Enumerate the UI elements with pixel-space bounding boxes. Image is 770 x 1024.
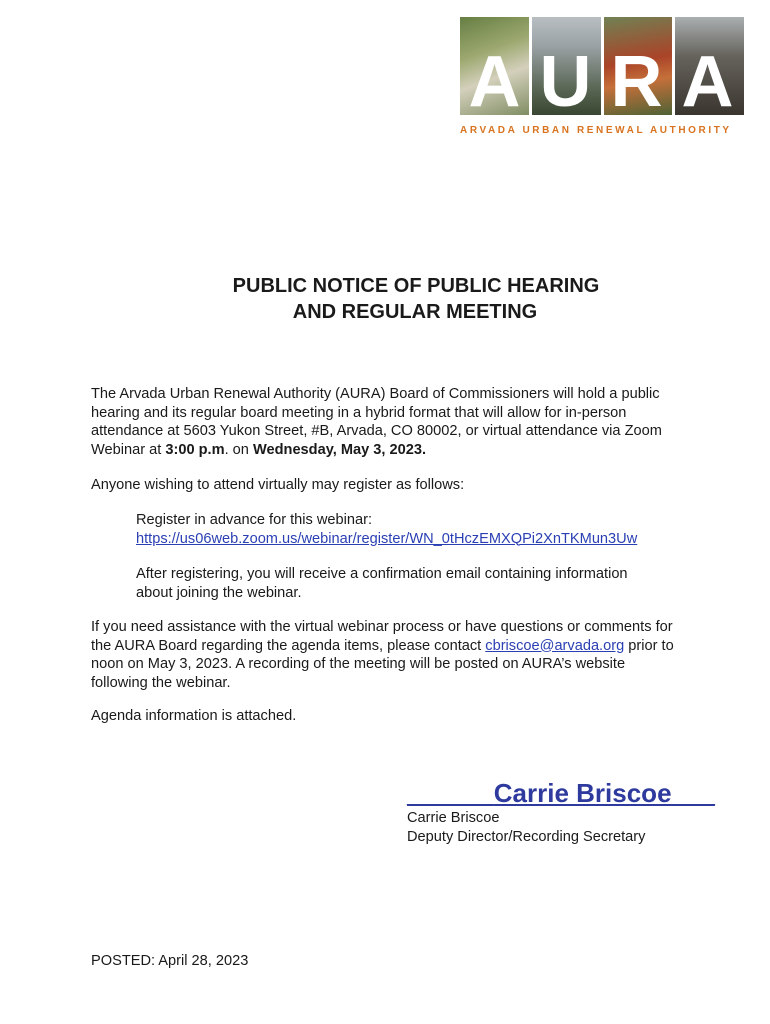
register-lead: Anyone wishing to attend virtually may register as follows:: [91, 477, 465, 493]
intro-text-mid: . on: [224, 441, 253, 458]
meeting-date: Wednesday, May 3, 2023.: [252, 441, 427, 458]
assistance-text-end: prior to noon on May 3, 2023. A recording of the meeting will be posted on AURA’s website following the webinar.: [91, 637, 674, 691]
signature-line: [407, 777, 715, 809]
logo-letter: R: [610, 42, 665, 122]
logo-letter: A: [681, 42, 736, 122]
logo-letter: A: [468, 42, 523, 122]
logo-subtitle: ARVADA URBAN RENEWAL AUTHORITY: [460, 125, 732, 136]
logo-wordmark: [460, 42, 744, 122]
title-line-2: AND REGULAR MEETING: [292, 301, 538, 323]
signature-name: Carrie Briscoe: [493, 778, 672, 808]
assistance-paragraph: [91, 618, 681, 692]
register-advance-label: Register in advance for this webinar:: [136, 512, 373, 528]
signer-role: Deputy Director/Recording Secretary: [407, 828, 646, 845]
signer-name: Carrie Briscoe: [407, 810, 500, 826]
title-line-1: PUBLIC NOTICE OF PUBLIC HEARING: [232, 275, 600, 297]
posted-date: POSTED: April 28, 2023: [91, 953, 249, 969]
register-after-text: After registering, you will receive a confirmation email containing information about joining the webinar.: [136, 566, 628, 601]
meeting-time: 3:00 p.m: [165, 441, 225, 458]
signature-blank: ______: [407, 778, 494, 808]
page-title: [0, 273, 770, 325]
webinar-register-link[interactable]: https://us06web.zoom.us/webinar/register/WN_0tHczEMXQPi2XnTKMun3Uw: [136, 530, 638, 547]
assistance-text: If you need assistance with the virtual webinar process or have questions or comments for the AURA Board regarding the agenda items, please contact: [91, 619, 673, 654]
intro-text: The Arvada Urban Renewal Authority (AURA) Board of Commissioners will hold a public hearing and its regular board meeting in a hybrid format that will allow for in-person attendance at 5603 Yukon Street, #B, Arvada, CO 80002, or virtual attendance via Zoom Webinar at: [91, 386, 662, 458]
signature-blank-end: ___: [671, 778, 715, 808]
aura-logo: [460, 17, 744, 139]
logo-letter: U: [539, 42, 594, 122]
register-block: [136, 511, 696, 548]
contact-email-link[interactable]: cbriscoe@arvada.org: [485, 637, 625, 654]
intro-paragraph: [91, 385, 681, 459]
agenda-note: Agenda information is attached.: [91, 708, 297, 724]
signature-block: [407, 777, 715, 846]
